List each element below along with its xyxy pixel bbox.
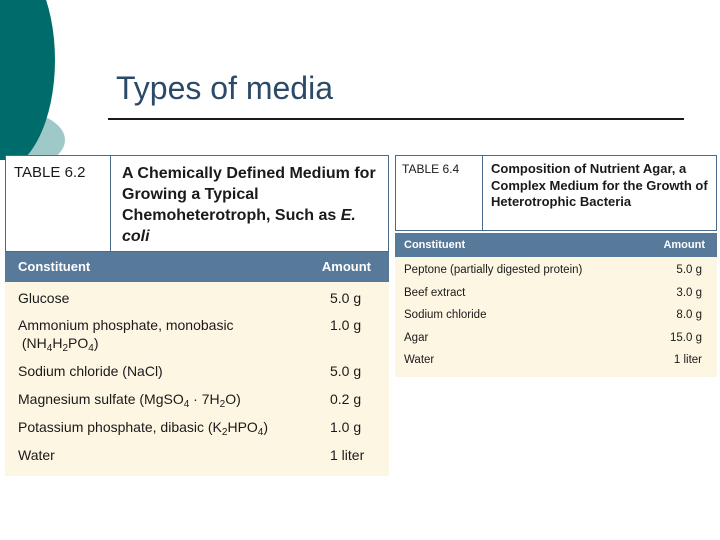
table-6-4	[395, 155, 717, 377]
table-caption: Composition of Nutrient Agar, a Complex Medium for the Growth of Heterotrophic Bacteria	[491, 161, 708, 209]
column-header-amount: Amount	[663, 239, 705, 251]
table-body	[395, 257, 717, 377]
column-header-constituent: Constituent	[18, 259, 91, 274]
title-underline	[108, 118, 684, 120]
column-header-row	[395, 233, 717, 257]
row-constituent: Agar	[404, 332, 429, 344]
column-header-row	[5, 252, 389, 282]
table-label: TABLE 6.4	[402, 162, 460, 176]
row-constituent: Beef extract	[404, 287, 466, 299]
row-amount: 3.0 g	[676, 287, 702, 299]
row-amount: 8.0 g	[676, 309, 702, 321]
row-constituent: Potassium phosphate, dibasic $(K_2HPO_4)$	[18, 419, 269, 438]
row-amount: 5.0 g	[676, 264, 702, 276]
table-header-box	[5, 155, 389, 252]
row-amount: 5.0 g	[330, 290, 362, 306]
row-amount: 1 liter	[673, 354, 702, 366]
table-label: TABLE 6.2	[14, 164, 86, 181]
column-header-amount: Amount	[321, 259, 371, 274]
caption-main: A Chemically Defined Medium for Growing a Typical Chemoheterotroph, Such as	[122, 165, 376, 224]
row-amount: 15.0 g	[670, 332, 702, 344]
row-constituent: Sodium chloride	[404, 309, 487, 321]
row-constituent: Sodium chloride (NaCl)	[18, 363, 163, 379]
row-amount: 5.0 g	[330, 363, 362, 379]
slide-title: Types of media	[116, 70, 333, 106]
row-constituent: Water	[404, 354, 435, 366]
table-header-box	[395, 155, 717, 231]
header-divider	[482, 156, 483, 230]
column-header-constituent: Constituent	[404, 239, 466, 251]
row-constituent: Peptone (partially digested protein)	[404, 264, 583, 276]
row-constituent: Glucose	[18, 290, 70, 306]
corner-decoration	[0, 0, 110, 160]
row-amount: 1.0 g	[330, 419, 362, 435]
row-constituent: Ammonium phosphate, monobasic $(NH_4H_2PO_4)$	[18, 317, 234, 354]
table-caption	[122, 163, 384, 247]
row-amount: 0.2 g	[330, 391, 362, 407]
row-amount: 1 liter	[330, 447, 365, 463]
table-body	[5, 282, 389, 476]
header-divider	[110, 156, 111, 251]
caption-italic: E. coli	[122, 207, 356, 245]
row-constituent: Magnesium sulfate (MgSO$_4$ · $7H_2O$)	[18, 391, 241, 410]
row-constituent: Water	[18, 447, 55, 463]
row-amount: 1.0 g	[330, 317, 362, 333]
table-6-2	[5, 155, 389, 476]
